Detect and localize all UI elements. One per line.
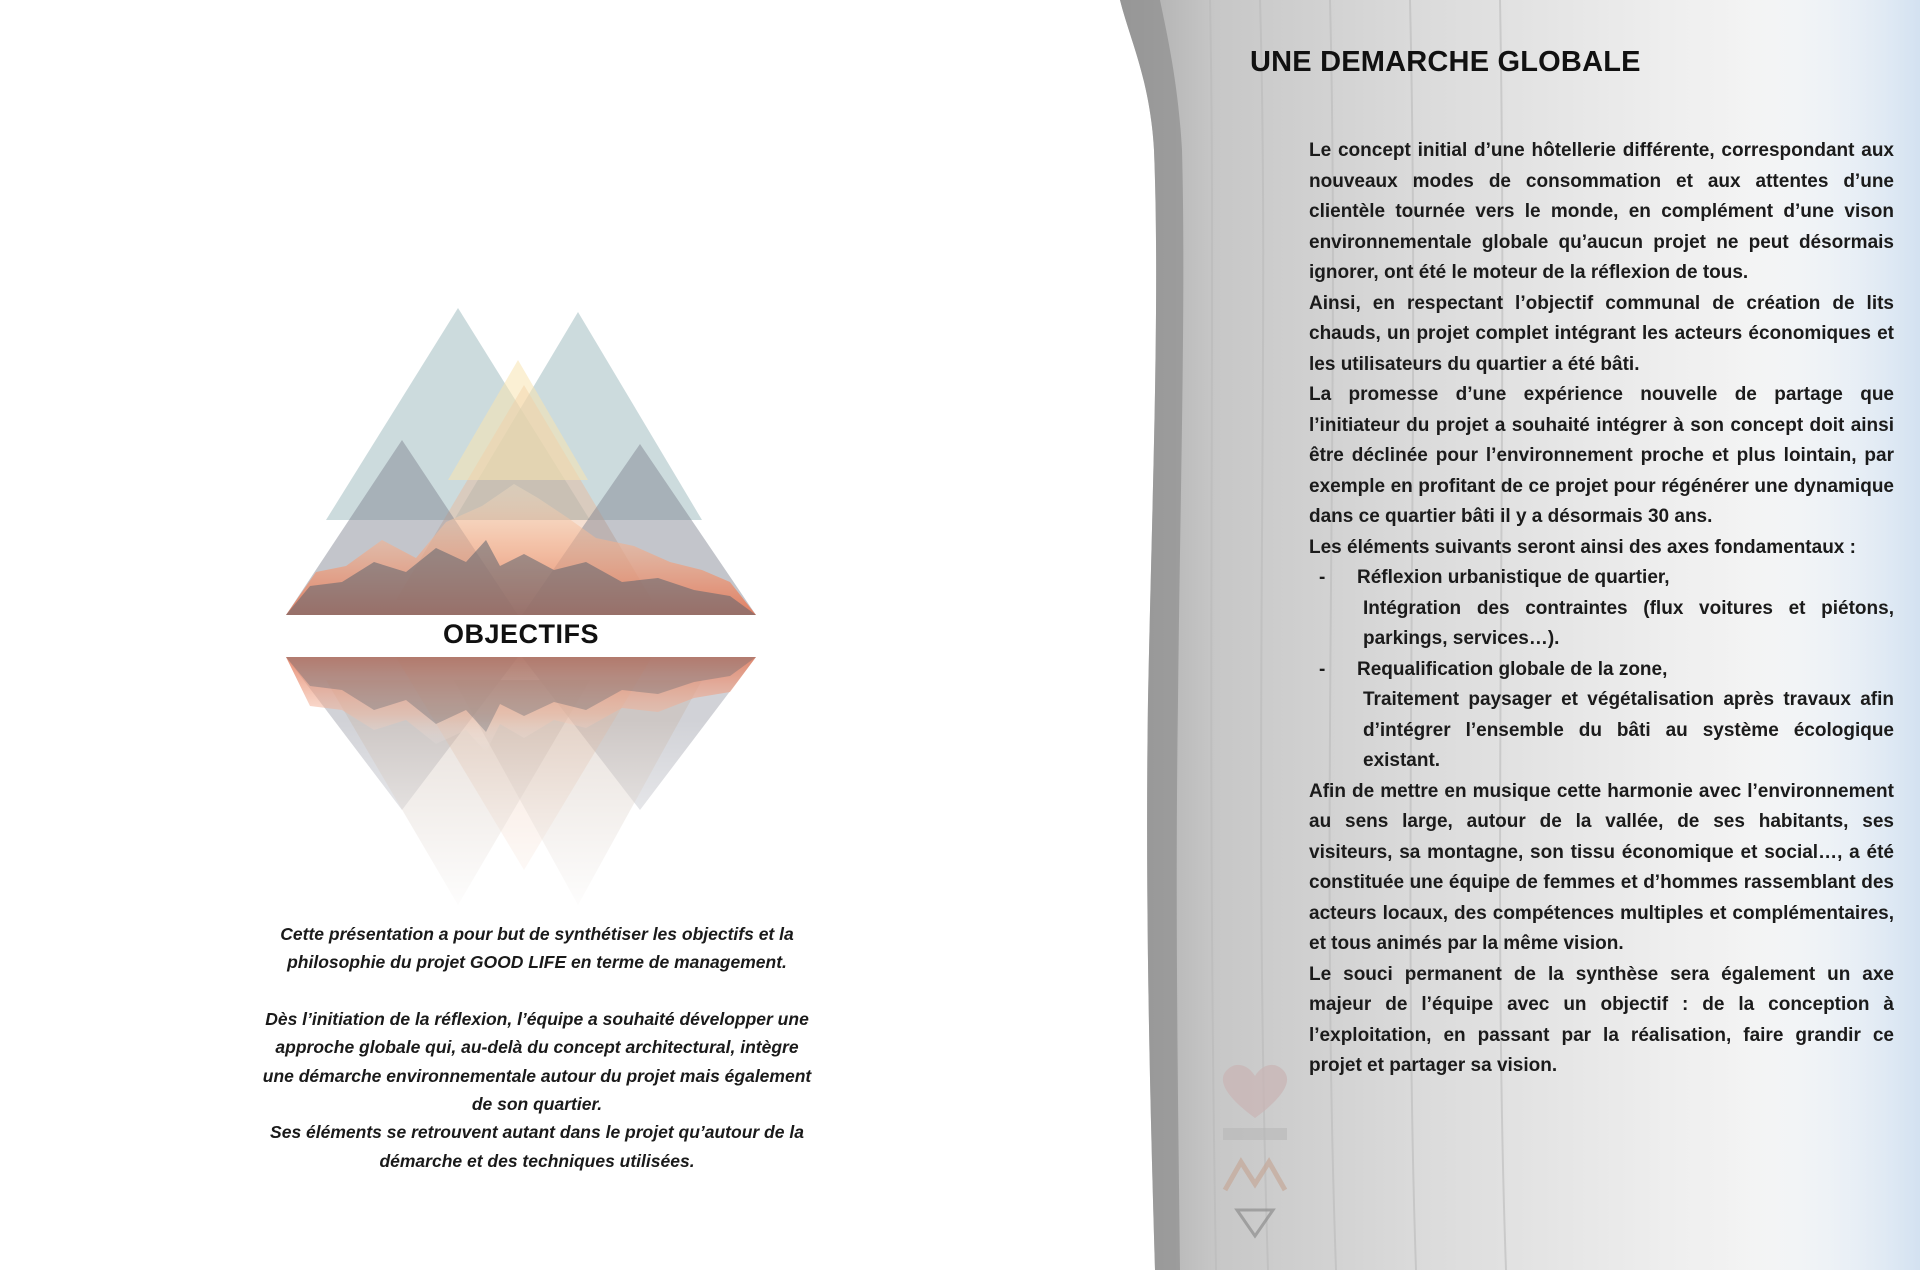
- paragraph: Ainsi, en respectant l’objectif communal de création de lits chauds, un projet complet intégrant les acteurs économiques et les utilisateurs du quartier a été bâti.: [1309, 292, 1894, 375]
- paragraph: La promesse d’une expérience nouvelle de partage que l’initiateur du projet a souhaité intégrer à son concept doit ainsi être déclinée pour l’environnement proche et plus lointain, par exemple en profitant de ce projet pour régénérer une dynamique dans ce quartier bâti il y a désormais 30 ans.: [1309, 384, 1894, 527]
- paragraph: Les éléments suivants seront ainsi des axes fondamentaux :: [1309, 536, 1856, 558]
- paragraph: Afin de mettre en musique cette harmonie avec l’environnement au sens large, autour de la vallée, de ses habitants, ses visiteurs, sa montagne, son tissu économique et social…, a été constituée une équipe de femmes et d’hommes rassemblant des acteurs locaux, des compétences multiples et complémentaires, et tous animés par la même vision.: [1309, 780, 1894, 954]
- heart-logo-icon: [1215, 1060, 1295, 1250]
- bullet-dash: -: [1319, 658, 1326, 680]
- mountain-triangle-emblem: [286, 300, 756, 910]
- paragraph: Le concept initial d’une hôtellerie différente, correspondant aux nouveaux modes de consommation et aux attentes d’une clientèle tournée vers le monde, en complément d’une vison environnementale globale qu’aucun projet ne peut désormais ignorer, ont été le moteur de la réflexion de tous.: [1309, 140, 1894, 283]
- page-heading: UNE DEMARCHE GLOBALE: [1250, 46, 1641, 78]
- objectifs-title: OBJECTIFS: [442, 619, 600, 649]
- intro-paragraph: Dès l’initiation de la réflexion, l’équipe a souhaité développer une approche globale qui, au-delà du concept architectural, intègre une démarche environnementale autour du projet mais également de son quartier. Ses éléments se retrouvent autant dans le projet qu’autour de la démarche et des techniques utilisées.: [262, 1008, 812, 1171]
- bullet-text: Réflexion urbanistique de quartier,: [1357, 567, 1670, 588]
- intro-paragraph: Cette présentation a pour but de synthétiser les objectifs et la philosophie du projet GOOD LIFE en terme de management.: [280, 924, 794, 973]
- paragraph: Le souci permanent de la synthèse sera également un axe majeur de l’équipe avec un objectif : de la conception à l’exploitation, en passant par la réalisation, faire grandir ce projet et partager sa vision.: [1309, 963, 1894, 1076]
- bullet-subtext: Traitement paysager et végétalisation après travaux afin d’intégrer l’ensemble du bâti au système écologique existant.: [1363, 689, 1894, 771]
- intro-text: [262, 920, 812, 1175]
- right-page: [1120, 0, 1920, 1270]
- list-item: [1309, 563, 1894, 594]
- bullet-dash: -: [1319, 567, 1326, 588]
- list-item: [1309, 655, 1894, 686]
- body-text: [1309, 136, 1894, 1082]
- bullet-text: Requalification globale de la zone,: [1357, 658, 1668, 680]
- bullet-subtext: Intégration des contraintes (flux voitures et piétons, parkings, services…).: [1363, 597, 1894, 649]
